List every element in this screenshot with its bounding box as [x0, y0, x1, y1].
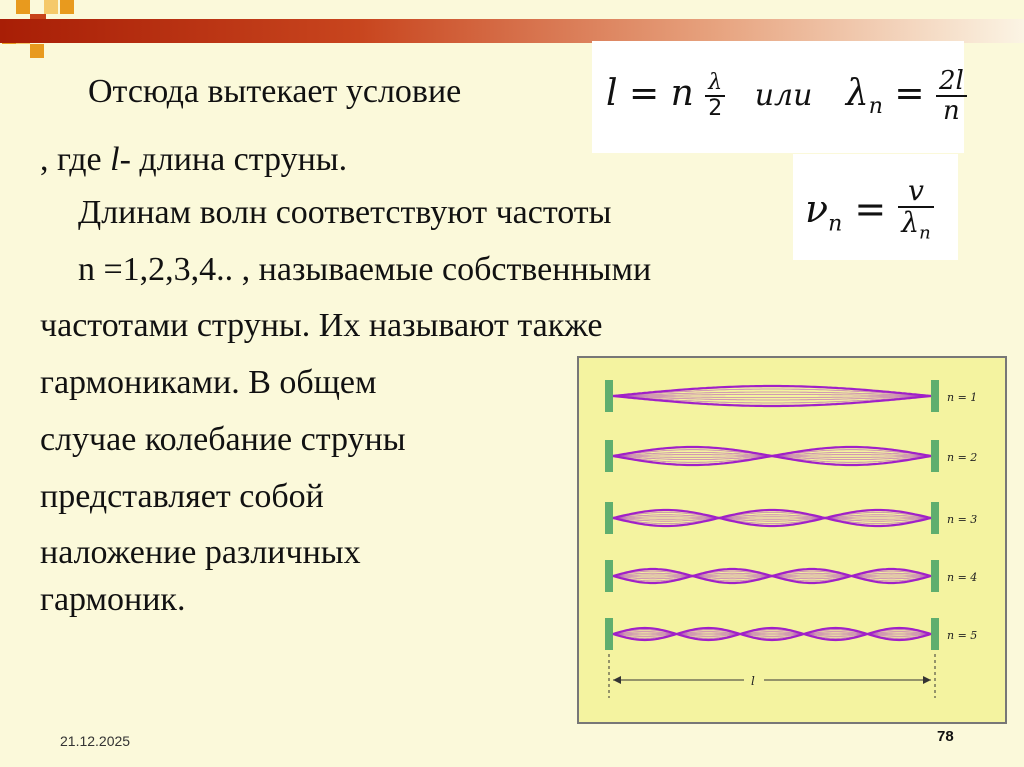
mode-label-3: n = 3 — [947, 513, 978, 526]
formula-wavelength-condition — [592, 41, 964, 153]
header-bar — [0, 19, 1024, 43]
decor-square — [44, 0, 58, 14]
decor-square — [16, 0, 30, 14]
wave-curve-mode-3 — [613, 515, 931, 521]
wave-curve-mode-3 — [613, 512, 931, 523]
decor-square — [60, 0, 74, 14]
math-equals: = — [628, 73, 660, 114]
text-line-frequencies: Длинам волн соответствуют частоты — [78, 194, 612, 231]
text-line-harmonics-intro: частотами струны. Их называют также — [40, 307, 603, 344]
text-line-represents: представляет собой — [40, 478, 324, 515]
string-clamp-right — [931, 440, 939, 472]
footer-date: 21.12.2025 — [60, 733, 131, 749]
math-numerator: v — [898, 176, 933, 208]
standing-waves-figure — [577, 356, 1007, 724]
mode-label-2: n = 2 — [947, 451, 978, 464]
text-line-condition: Отсюда вытекает условие — [88, 73, 462, 110]
math-symbol: l — [606, 73, 618, 114]
variable-l: l — [110, 141, 120, 178]
math-symbol: λ — [901, 206, 920, 239]
formula-frequency — [793, 154, 958, 260]
length-label: l — [751, 674, 755, 688]
math-numerator: λ — [705, 71, 725, 97]
math-or-word: или — [754, 78, 813, 113]
text-line-general-case: случае колебание струны — [40, 421, 406, 458]
string-clamp-left — [605, 380, 613, 412]
wave-curve-mode-3 — [613, 512, 931, 523]
math-equals: = — [894, 73, 925, 114]
math-fraction — [936, 67, 967, 125]
string-clamp-right — [931, 502, 939, 534]
text-line-superposition: наложение различных — [40, 534, 361, 571]
mode-label-1: n = 1 — [947, 391, 978, 404]
string-clamp-left — [605, 618, 613, 650]
math-subscript: n — [919, 222, 931, 244]
math-denominator: 2 — [708, 96, 723, 121]
string-clamp-left — [605, 502, 613, 534]
mode-label-5: n = 5 — [947, 629, 978, 642]
text-line-harmonics-end: гармоник. — [40, 581, 186, 618]
math-symbol: ν — [805, 186, 829, 231]
math-equals: = — [854, 186, 887, 231]
math-denominator — [898, 208, 933, 249]
dimension-arrow-left — [613, 676, 621, 684]
text-line-string-length — [40, 140, 347, 180]
text-fragment: , где — [40, 141, 111, 178]
math-symbol: λ — [845, 73, 869, 114]
text-line-eigen: n =1,2,3,4.. , называемые собственными — [78, 251, 652, 288]
mode-label-4: n = 4 — [947, 571, 978, 584]
wave-curve-mode-3 — [613, 515, 931, 521]
string-clamp-right — [931, 380, 939, 412]
standing-waves-diagram — [579, 358, 1005, 722]
string-clamp-left — [605, 440, 613, 472]
math-fraction — [898, 176, 933, 249]
math-fraction — [705, 71, 725, 121]
math-symbol: n — [670, 73, 694, 114]
math-numerator: 2l — [936, 67, 967, 97]
string-clamp-left — [605, 560, 613, 592]
wave-curve-mode-1 — [613, 396, 931, 398]
string-clamp-right — [931, 618, 939, 650]
math-subscript: n — [868, 94, 883, 120]
decor-square — [30, 44, 44, 58]
math-denominator: n — [943, 96, 960, 126]
text-fragment: - длина струны. — [119, 141, 348, 178]
math-subscript: n — [828, 211, 843, 237]
wave-curve-mode-1 — [613, 395, 931, 397]
page-number: 78 — [937, 728, 954, 745]
string-clamp-right — [931, 560, 939, 592]
text-line-harmonics: гармониками. В общем — [40, 364, 377, 401]
dimension-arrow-right — [923, 676, 931, 684]
